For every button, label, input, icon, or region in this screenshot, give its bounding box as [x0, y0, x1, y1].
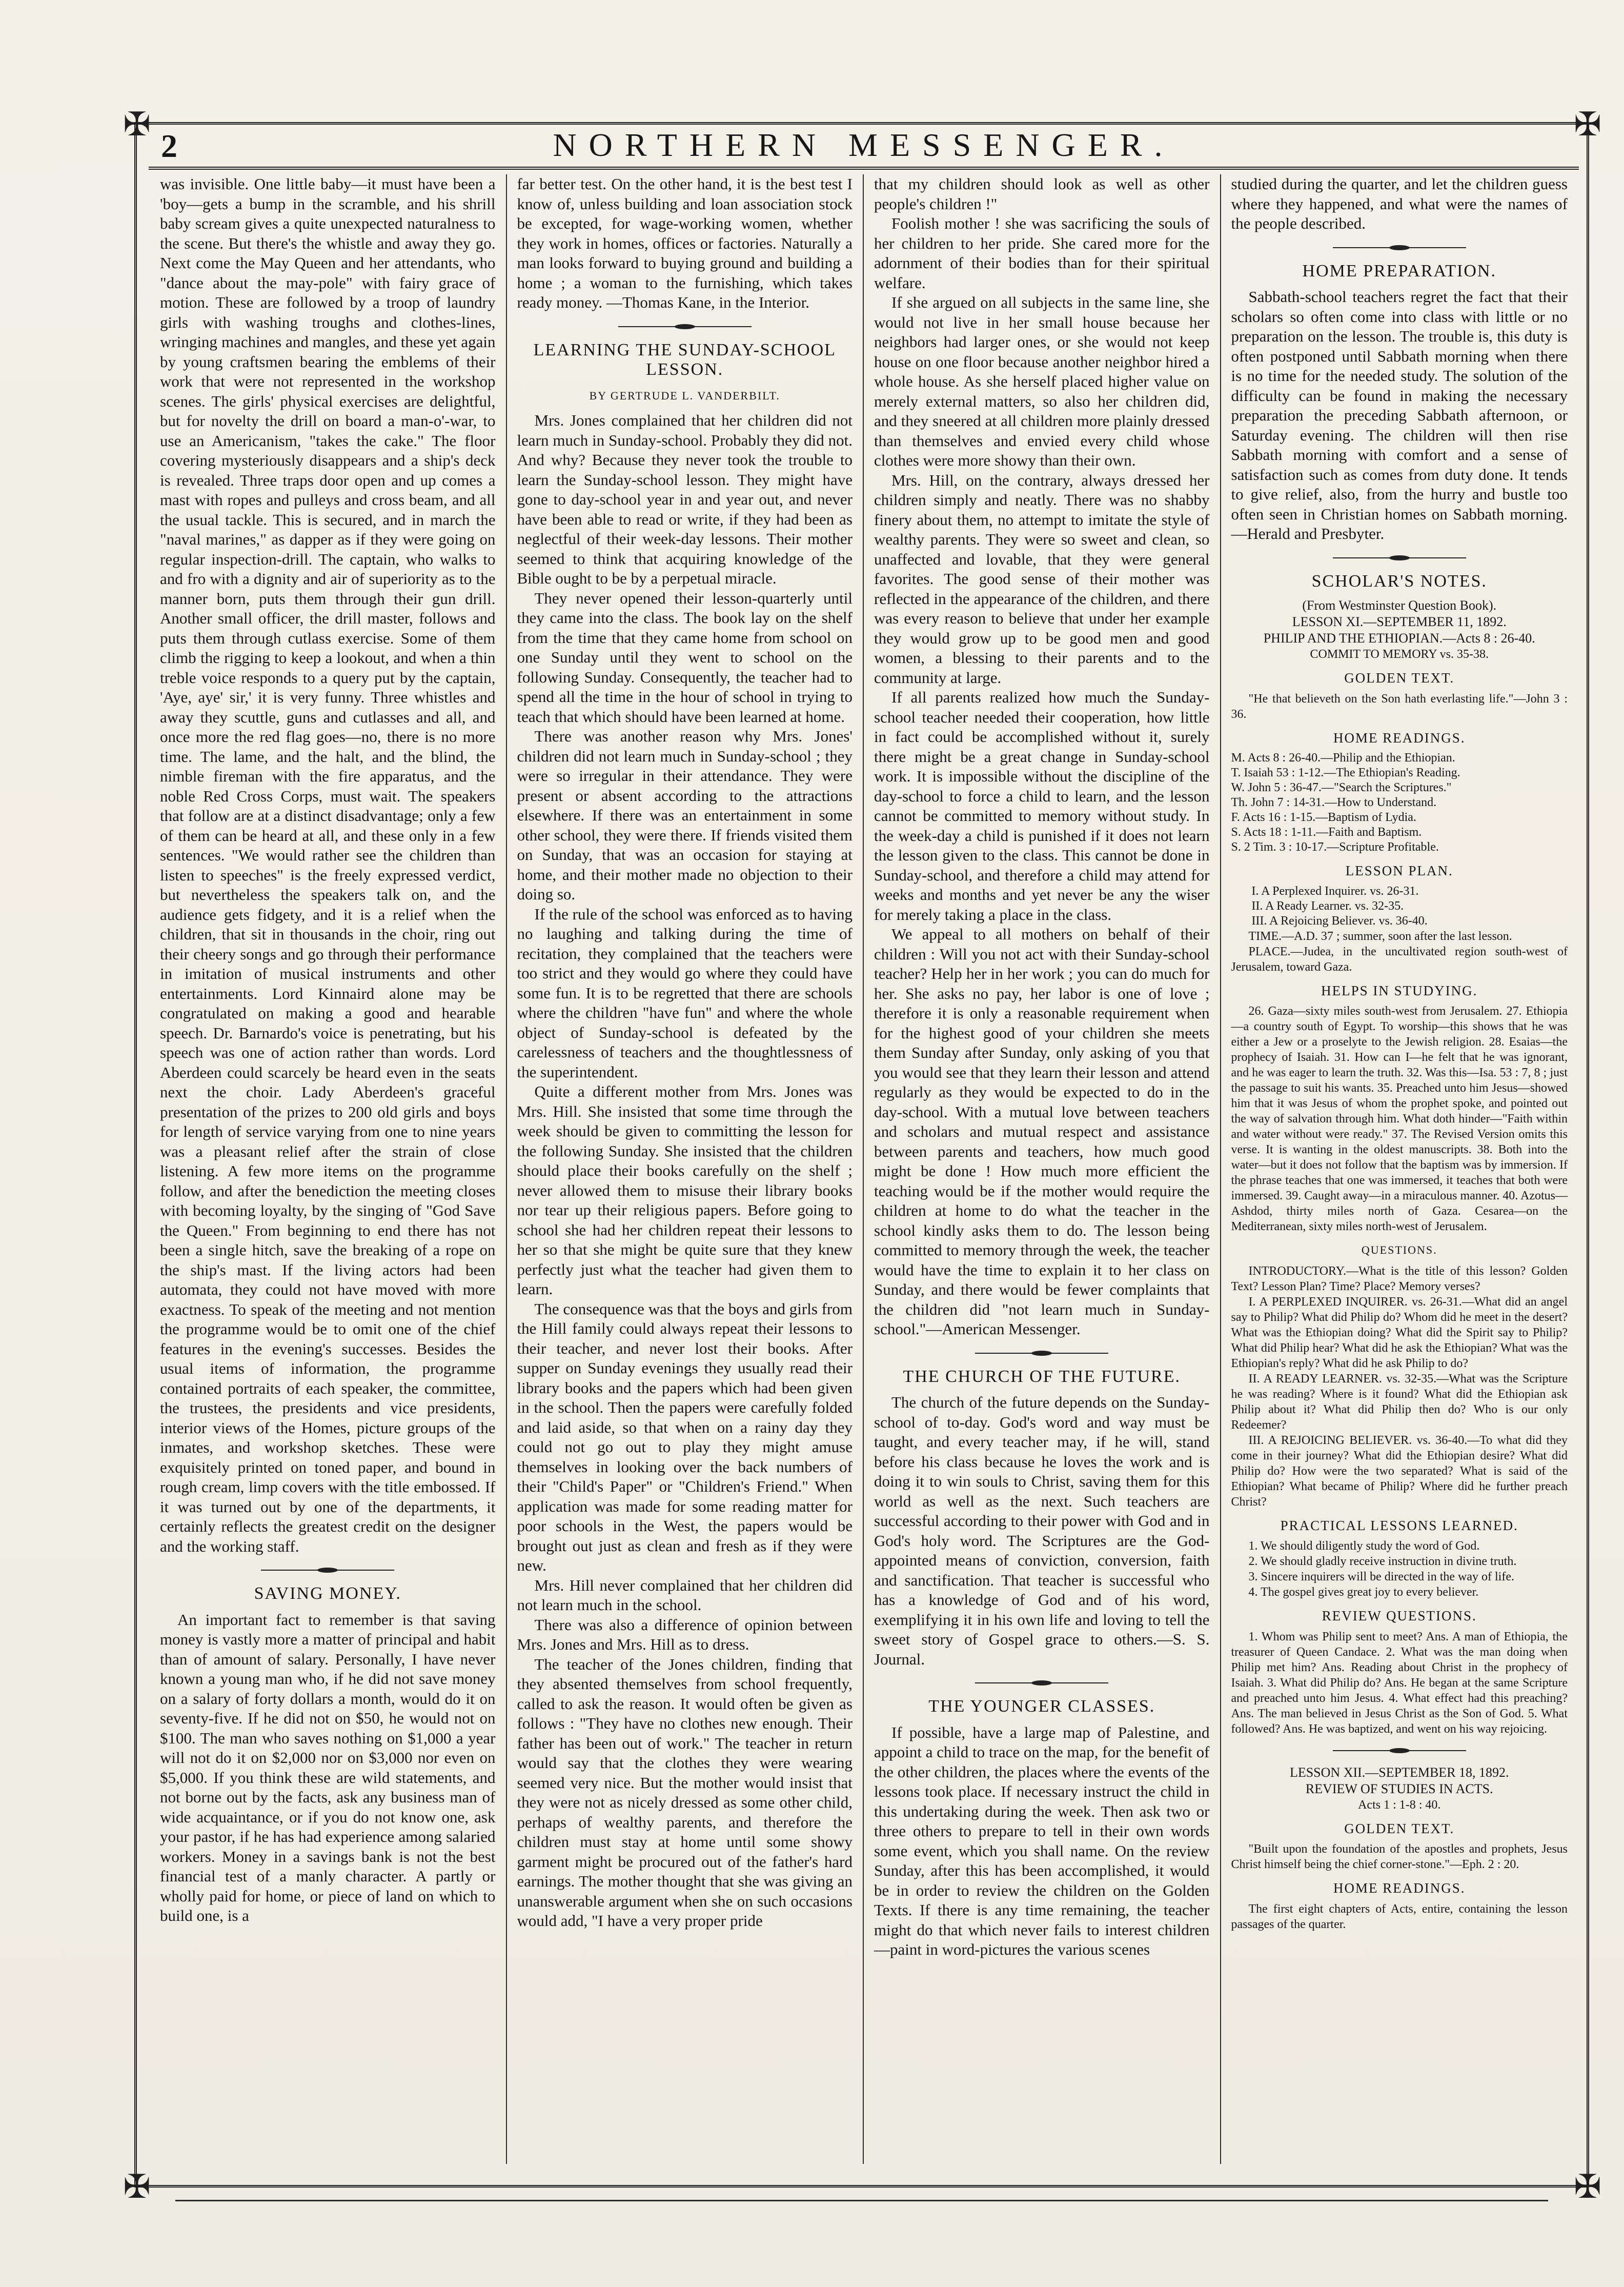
list-item: F. Acts 16 : 1-15.—Baptism of Lydia.	[1231, 811, 1416, 824]
list-item: S. Acts 18 : 1-11.—Faith and Baptism.	[1231, 826, 1422, 839]
article-text: There was another reason why Mrs. Jones' children did not learn much in Sunday-school ; they were so irregular in their attendance. They were present or absent according to the attractions elsewhere. If there was an entertainment in some other school, they were there. If friends visited them on Sunday, that was an occasion for staying at home, and their mother made no objection to their doing so.	[517, 727, 852, 903]
acts-range: Acts 1 : 1-8 : 40.	[1358, 1798, 1441, 1812]
subsection-title: HELPS IN STUDYING.	[1321, 982, 1478, 998]
time-note: TIME.—A.D. 37 ; summer, soon after the last lesson.	[1248, 929, 1512, 943]
corner-ornament-icon: ✠	[1574, 106, 1601, 144]
home-readings-text: The first eight chapters of Acts, entire, containing the lesson passages of the quarter.	[1231, 1902, 1568, 1931]
article-text: We appeal to all mothers on behalf of their children : Will you not act with their Sunday-school teacher? Help her in her work ; you can do much for her. She asks no pay, her labor is one of love ; therefore it is only a reasonable requirement when for the highest good of your children she meets them Sunday after Sunday, only asking of you that you would see that they learn their lesson and attend regularly as they would be expected to do in the day-school. With a mutual love between teachers and scholars and mutual respect and assistance between parents and teachers, how much good might be done ! How much more efficient the teaching would be if the mother would require the children at home to do what the teacher in the school kindly asks them to do. The lesson being committed to memory through the week, the teacher would have the time to explain it to her class on Sunday, and there would be fewer complaints that the children did "not learn much in Sunday-school."—American Messenger.	[874, 925, 1210, 1338]
subsection-title: REVIEW QUESTIONS.	[1322, 1608, 1477, 1623]
subsection-title: LESSON PLAN.	[1345, 863, 1453, 878]
list-item: 3. Sincere inquirers will be directed in the way of life.	[1248, 1570, 1514, 1583]
footer-border	[134, 2191, 1589, 2211]
subsection-title: PRACTICAL LESSONS LEARNED.	[1280, 1517, 1518, 1533]
lesson-subject: PHILIP AND THE ETHIOPIAN.—Acts 8 : 26-40.	[1263, 631, 1535, 646]
article-text: that my children should look as well as other people's children !"	[874, 175, 1210, 213]
column-3	[864, 174, 1221, 2164]
subsection-title: QUESTIONS.	[1361, 1243, 1437, 1256]
subsection-title: GOLDEN TEXT.	[1344, 1820, 1455, 1836]
section-title: SAVING MONEY.	[254, 1584, 401, 1603]
corner-ornament-icon: ✠	[1574, 2168, 1601, 2206]
article-text: If all parents realized how much the Sunday-school teacher needed their cooperation, how little in fact could be accomplished without it, surely there might be a great change in Sunday-school work. It is impossible without the discipline of the day-school to force a child to learn, and the lesson cannot be committed to memory without study. In the week-day a child is punished if it does not learn the lesson given to the class. This cannot be done in Sunday-school, and therefore a child may attend for weeks and months and yet never be any the wiser for merely taking a place in the class.	[874, 688, 1210, 924]
article-text: There was also a difference of opinion between Mrs. Jones and Mrs. Hill as to dress.	[517, 1615, 852, 1653]
article-text: was invisible. One little baby—it must have been a 'boy—gets a bump in the scramble, and his shrill baby scream gives a quite unexpected naturalness to the scene. But there's the whistle and away they go. Next come the May Queen and her attendants, who "dance about the may-pole" with fairy grace of motion. These are followed by a troop of laundry girls with washing troughs and clothes-lines, wringing machines and mangles, and these yet again by young craftsmen bearing the emblems of their work that were not represented in the workshop scenes. The girls' physical exercises are delightful, but for novelty the drill on board a man-o'-war, to use an Americanism, "takes the cake." The floor covering mysteriously disappears and a ship's deck is revealed. Three traps door open and up comes a mast with ropes and pulleys and cross beam, and all the usual tackle. This is secured, and in march the "naval marines," as dapper as if they were going on regular inspection-drill. The captain, who walks to and fro with a dignity and air of superiority as to the manner born, puts them through their gun drill. Another small officer, the drill master, follows and puts them through cutlass exercise. Some of them climb the rigging to keep a lookout, and when a thin treble voice responds to a query put by the captain, 'Aye, aye' sir,' it is very funny. Three whistles and away they scuttle, guns and cutlasses and all, and once more the red flag goes—no, there is no more time. The lame, and the halt, and the blind, the nimble fireman with the fire apparatus, and the noble Red Cross Corps, must wait. The speakers that follow are at a distinct disadvantage; only a few of them can be heard at all, and these only in a few sentences. "We would rather see the children than listen to speeches" is the freely expressed verdict, but nevertheless the speakers talk on, and the audience gets fidgety, and it is a relief when the children, that sit in thousands in the choir, ring out their cheery songs and go through their performance in imitation of musical instruments and other entertainments. Lord Kinnaird alone may be congratulated on making a good and hearable speech. Dr. Barnardo's voice is penetrating, but his speech was one of action rather than words. Lord Aberdeen could scarcely be heard even in the seats next the choir. Lady Aberdeen's graceful presentation of the prizes to 200 old girls and boys for length of service varying from one to nine years was a pleasant relief after the strain of close listening. A few more items on the programme follow, and after the benediction the meeting closes with becoming loyalty, by the singing of "God Save the Queen." From beginning to end there has not been a single hitch, save the breaking of a rope on the ship's mast. If the living actors had been automata, they could not have moved with more exactness. To speak of the meeting and not mention the programme would be to omit one of the chief features in the evening's successes. Besides the usual items of information, the programme contained portraits of each speaker, the committee, the trustees, the presidents and vice presidents, interior views of the Homes, picture groups of the inmates, and workshop sketches. These were exquisitely printed on toned paper, and bound in rough cream, limp covers with the title embossed. If it was turned out by one of the departments, it certainly reflects the greatest credit on the designer and the working staff.	[160, 175, 496, 1555]
section-divider	[1333, 245, 1466, 250]
list-item: 1. We should diligently study the word of God.	[1248, 1539, 1480, 1553]
list-item: II. A Ready Learner. vs. 32-35.	[1251, 899, 1404, 913]
subsection-title: HOME READINGS.	[1333, 1880, 1466, 1896]
section-title: HOME PREPARATION.	[1302, 261, 1496, 280]
section-divider	[618, 324, 752, 329]
article-text: Mrs. Hill, on the contrary, always dressed her children simply and neatly. There was no shabby finery about them, no attempt to imitate the style of wealthy parents. They were so sweet and clean, so unaffected and lovable, that they were general favorites. The good sense of their mother was reflected in the appearance of the children, and there was every reason to believe that under her example they would grow up to be good men and good women, a blessing to their parents and to the community at large.	[874, 471, 1210, 687]
page-header	[149, 127, 1579, 164]
column-4	[1221, 174, 1578, 2164]
section-title: THE YOUNGER CLASSES.	[928, 1697, 1155, 1716]
article-text: If the rule of the school was enforced as to having no laughing and talking during the time of recitation, they complained that the teachers were too strict and they would go where they could have some fun. It is to be regretted that there are schools where the children "have fun" and where the whole object of Sunday-school is defeated by the carelessness of teachers and the thoughtlessness of the superintendent.	[517, 905, 852, 1081]
question-text: II. A READY LEARNER. vs. 32-35.—What was the Scripture he was reading? Where is it found? What did the Ethiopian ask Philip about it? What did Philip then do? Who is our only Redeemer?	[1231, 1372, 1568, 1432]
column-2	[507, 174, 864, 2164]
corner-ornament-icon: ✠	[123, 2168, 151, 2206]
source-note: (From Westminster Question Book).	[1302, 598, 1497, 613]
column-1	[150, 174, 507, 2164]
header-rule	[149, 167, 1579, 170]
subsection-title: HOME READINGS.	[1333, 730, 1466, 746]
lesson-heading: LESSON XII.—SEPTEMBER 18, 1892.	[1289, 1764, 1509, 1780]
list-item: 4. The gospel gives great joy to every believer.	[1248, 1586, 1479, 1599]
golden-text: "Built upon the foundation of the apostles and prophets, Jesus Christ himself being the chief corner-stone."—Eph. 2 : 20.	[1231, 1842, 1568, 1871]
masthead: NORTHERN MESSENGER.	[553, 127, 1175, 163]
article-text: An important fact to remember is that saving money is vastly more a matter of principal and habit than of amount of salary. Personally, I have never known a young man who, if he did not save money on a salary of forty dollars a month, would do it on seventy-five. If he did not on $50, he would not on $100. The man who saves nothing on $1,000 a year will not do it on $2,000 nor on $3,000 nor even on $5,000. If you think these are wild statements, and not borne out by the facts, ask any business man of wide acquaintance, or if you do not know one, ask your pastor, if he has had experience among salaried workers. Money in a savings bank is not the best financial test of a manly character. A partly or wholly paid for home, or piece of land on which to build one, is a	[160, 1610, 496, 1924]
list-item: M. Acts 8 : 26-40.—Philip and the Ethiopian.	[1231, 751, 1455, 765]
article-text: studied during the quarter, and let the children guess where they happened, and what were the names of the people described.	[1231, 175, 1568, 232]
article-text: Quite a different mother from Mrs. Jones was Mrs. Hill. She insisted that some time through the week should be given to committing the lesson for the following Sunday. She insisted that the children should place their books carefully on the shelf ; never allowed them to misuse their library books nor tear up their religious papers. Before going to school she had her children repeat their lessons to her so that she might be quite sure that they knew perfectly just what the teacher had given them to learn.	[517, 1082, 852, 1298]
article-text: Mrs. Jones complained that her children did not learn much in Sunday-school. Probably they did not. And why? Because they never took the trouble to learn the Sunday-school lesson. They might have gone to day-school year in and year out, and never have been able to read or write, if they had been as neglectful of their week-day lessons. Their mother seemed to think that acquiring knowledge of the Bible ought to be by a perpetual miracle.	[517, 411, 852, 587]
list-item: T. Isaiah 53 : 1-12.—The Ethiopian's Reading.	[1231, 766, 1460, 779]
question-text: INTRODUCTORY.—What is the title of this lesson? Golden Text? Lesson Plan? Time? Place? Memory verses?	[1231, 1264, 1568, 1293]
article-text: Foolish mother ! she was sacrificing the souls of her children to her pride. She cared more for the adornment of their bodies than for their spiritual welfare.	[874, 214, 1210, 292]
article-text: If possible, have a large map of Palestine, and appoint a child to trace on the map, for the benefit of the other children, the places where the events of the lessons took place. If necessary instruct the child in this undertaking during the week. Then ask two or three others to prepare to tell in their own words some event, which you shall name. On the review Sunday, after this has been accomplished, it would be in order to review the children on the Golden Texts. If there is any time remaining, the teacher might do that which never fails to interest children —paint in word-pictures the various scenes	[874, 1723, 1210, 1958]
question-text: I. A PERPLEXED INQUIRER. vs. 26-31.—What did an angel say to Philip? What did Philip do? Whom did he meet in the desert? What was the Ethiopian doing? What did the Spirit say to Philip? What did Philip hear? What did he ask the Ethiopian? What was the Ethiopian's reply? What did he ask Philip to do?	[1231, 1295, 1568, 1370]
commit-note: COMMIT TO MEMORY vs. 35-38.	[1310, 648, 1489, 661]
article-text: The church of the future depends on the Sunday-school of to-day. God's word and way must be taught, and every teacher may, if he will, stand before his class because he loves the work and is doing it to win souls to Christ, saving them for this world as well as the next. Such teachers are successful according to their power with God and in God's holy word. The Scriptures are the God-appointed means of conviction, conversion, faith and sanctification. That teacher is successful who has a knowledge of God and of his word, exemplifying it in his own life and loving to tell the sweet story of Gospel grace to others.—S. S. Journal.	[874, 1393, 1210, 1668]
page-number: 2	[161, 128, 177, 164]
article-text: The teacher of the Jones children, finding that they absented themselves from school frequently, called to ask the reason. It would often be given as follows : "They have no clothes new enough. Their father has been out of work." The teacher in return would say that the clothes they were wearing seemed very nice. But the mother would insist that they were not as nicely dressed as some other child, perhaps of wealthy parents, and therefore the children must stay at home until some showy garment might be procured out of the father's hard earnings. The mother thought that she was giving an unanswerable argument when she on such occasions would add, "I have a very proper pride	[517, 1655, 852, 1930]
list-item: I. A Perplexed Inquirer. vs. 26-31.	[1251, 884, 1419, 898]
byline: BY GERTRUDE L. VANDERBILT.	[589, 389, 780, 402]
article-text: far better test. On the other hand, it is the best test I know of, unless building and loan association stock be excepted, for wage-working women, whether they work in homes, offices or factories. Naturally a man looks forward to buying ground and building a home ; a woman to the furnishing, which takes ready money. —Thomas Kane, in the Interior.	[517, 175, 852, 311]
subsection-title: GOLDEN TEXT.	[1344, 670, 1455, 686]
section-divider	[1333, 1748, 1466, 1753]
lesson-subject: REVIEW OF STUDIES IN ACTS.	[1305, 1781, 1493, 1796]
section-title: SCHOLAR'S NOTES.	[1311, 571, 1487, 591]
section-divider	[261, 1568, 394, 1573]
list-item: III. A Rejoicing Believer. vs. 36-40.	[1251, 914, 1428, 928]
footer-rule	[175, 2200, 1548, 2201]
question-text: III. A REJOICING BELIEVER. vs. 36-40.—To what did they come in their journey? What did the Ethiopian desire? What did Philip do? How were the two separated? What is said of the Ethiopian? What became of Philip? Where did he further preach Christ?	[1231, 1433, 1568, 1509]
corner-ornament-icon: ✠	[123, 106, 151, 144]
article-text: If she argued on all subjects in the same line, she would not live in her small house because her neighbors had larger ones, or she would not keep house on one floor because another neighbor hired a whole house. As she herself placed higher value on merely external matters, so also her children did, and they sneered at all children more plainly dressed than themselves and envied every child whose clothes were more showy than their own.	[874, 293, 1210, 469]
article-text: Mrs. Hill never complained that her children did not learn much in the school.	[517, 1576, 852, 1614]
golden-text: "He that believeth on the Son hath everlasting life."—John 3 : 36.	[1231, 692, 1568, 721]
list-item: S. 2 Tim. 3 : 10-17.—Scripture Profitable.	[1231, 840, 1439, 854]
list-item: 2. We should gladly receive instruction in divine truth.	[1248, 1555, 1517, 1568]
article-text: The consequence was that the boys and girls from the Hill family could always repeat their lessons to their teacher, and never lost their books. After supper on Sunday evenings they usually read their library books and the papers which had been given in the school. Then the papers were carefully folded and laid aside, so that when on a rainy day they could not go out to play they might amuse themselves in looking over the back numbers of their "Child's Paper" or "Children's Friend." When application was made for some reading matter for poor schools in the West, the papers would be brought out just as clean and fresh as if they were new.	[517, 1299, 852, 1574]
section-divider	[975, 1351, 1108, 1356]
section-title: THE CHURCH OF THE FUTURE.	[903, 1367, 1181, 1386]
list-item: Th. John 7 : 14-31.—How to Understand.	[1231, 796, 1437, 809]
columns	[150, 174, 1578, 2164]
review-text: 1. Whom was Philip sent to meet? Ans. A man of Ethiopia, the treasurer of Queen Candace. 2. What was the man doing when Philip met him? Ans. Reading about Christ in the prophecy of Isaiah. 3. What did Philip do? Ans. He began at the same Scripture and preached unto him Jesus. 4. What effect had this preaching? Ans. The man believed in Jesus Christ as the Son of God. 5. What followed? Ans. He was baptized, and went on his way rejoicing.	[1231, 1630, 1568, 1736]
section-divider	[975, 1680, 1108, 1686]
section-divider	[1333, 555, 1466, 560]
article-text: They never opened their lesson-quarterly until they came into the class. The book lay on the shelf from the time that they came home from school on one Sunday until they went to school on the following Sunday. Consequently, the teacher had to spend all the time in the hour of school in trying to teach that which should have been learned at home.	[517, 589, 852, 726]
helps-text: 26. Gaza—sixty miles south-west from Jerusalem. 27. Ethiopia—a country south of Egypt. To worship—this shows that he was either a Jew or a proselyte to the Jewish religion. 28. Esaias—the prophecy of Isaiah. 31. How can I—he felt that he was ignorant, and he was eager to learn the truth. 32. Was this—Isa. 53 : 7, 8 ; just the passage to suit his wants. 35. Preached unto him Jesus—showed him that it was Jesus of whom the prophet spoke, and pointed out the way of salvation through him. What doth hinder—"Faith within and water without were ready." 37. The Revised Version omits this verse. It is wanting in the oldest manuscripts. 38. Both into the water—but it does not follow that the baptism was by immersion. If the phrase teaches that one was immersed, it teaches that both were immersed. 39. Caught away—in a miraculous manner. 40. Azotus—Ashdod, thirty miles north of Gaza. Cesarea—on the Mediterranean, sixty miles north-west of Jerusalem.	[1231, 1005, 1568, 1233]
lesson-heading: LESSON XI.—SEPTEMBER 11, 1892.	[1292, 614, 1507, 629]
section-title: LEARNING THE SUNDAY-SCHOOL LESSON.	[533, 340, 836, 379]
place-note: PLACE.—Judea, in the uncultivated region south-west of Jerusalem, toward Gaza.	[1231, 945, 1568, 974]
article-text: Sabbath-school teachers regret the fact that their scholars so often come into class with little or no preparation on the lesson. The trouble is, this duty is often postponed until Sabbath morning when there is no time for the needed study. The solution of the difficulty can be found in making the necessary preparation the preceding Sabbath afternoon, or Saturday evening. The children will then rise Sabbath morning with comfort and a sense of satisfaction such as comes from duty done. It tends to give relief, also, from the hurry and bustle too often seen in Christian homes on Sabbath morning.—Herald and Presbyter.	[1231, 288, 1568, 543]
list-item: W. John 5 : 36-47.—"Search the Scriptures."	[1231, 781, 1452, 794]
